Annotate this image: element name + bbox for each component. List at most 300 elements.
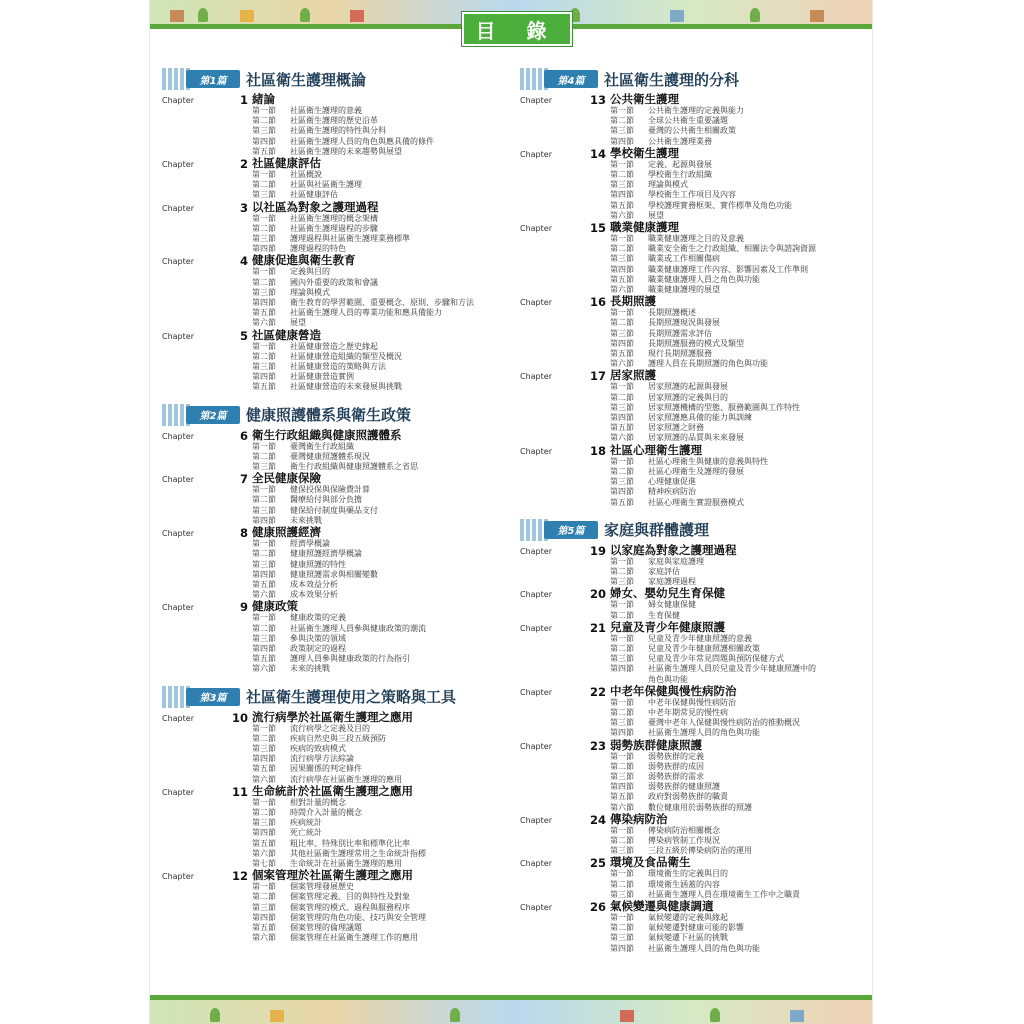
section-title: 因果關係的判定條件 <box>290 764 362 774</box>
chapter-entry <box>520 621 870 685</box>
chapter-title: 弱勢族群健康照護 <box>610 737 702 752</box>
chapter-entry <box>520 856 870 900</box>
part-title: 健康照護體系與衛生政策 <box>246 406 412 425</box>
section-entry <box>252 549 512 559</box>
section-number: 第三節 <box>252 234 276 244</box>
part-badge <box>162 404 240 426</box>
section-title: 兒童及青少年常見問題與預防保健方式 <box>648 654 784 664</box>
section-title: 個案管理的模式、過程與服務程序 <box>290 902 410 912</box>
section-entry <box>252 308 512 318</box>
section-number: 第一節 <box>610 633 634 643</box>
section-title: 健康照護經濟學概論 <box>290 549 362 559</box>
chapter-entry <box>162 329 512 393</box>
section-number: 第二節 <box>610 707 634 717</box>
section-number: 第六節 <box>252 664 276 674</box>
chapter-entry <box>520 739 870 813</box>
section-number: 第四節 <box>610 338 634 348</box>
section-number: 第二節 <box>610 318 634 328</box>
section-title: 學校衛生工作項目及內容 <box>648 190 736 200</box>
section-entry <box>252 882 512 892</box>
chapter-title: 公共衛生護理 <box>610 92 679 106</box>
section-title: 疾病自然史與三段五級預防 <box>290 733 386 743</box>
chapter-entry <box>520 685 870 739</box>
part-spacer <box>162 675 512 684</box>
section-number: 第二節 <box>610 643 634 653</box>
house-icon <box>620 1010 634 1022</box>
section-title: 社區健康營造的策略與方法 <box>290 362 386 372</box>
section-title-continued: 角色與功能 <box>648 674 688 684</box>
section-entry <box>610 498 870 508</box>
section-number: 第二節 <box>252 116 276 126</box>
section-entry <box>610 393 870 403</box>
section-number: 第三節 <box>610 933 634 943</box>
chapter-body <box>252 254 512 328</box>
chapter-number: 12 <box>232 869 249 884</box>
section-entry <box>252 570 512 580</box>
chapter-title: 健康照護經濟 <box>252 525 321 540</box>
chapter-body <box>610 221 870 295</box>
section-entry <box>610 557 870 567</box>
section-entry <box>252 137 512 147</box>
section-title: 心理健康促進 <box>648 477 696 487</box>
section-number: 第二節 <box>252 549 276 559</box>
section-title: 社區衛生護理人員參與健康政策的潮流 <box>290 623 426 633</box>
section-title: 健保投保與保險費計算 <box>290 485 370 495</box>
chapter-entry <box>520 369 870 443</box>
chapter-label: Chapter <box>520 741 552 751</box>
chapter-body <box>610 621 870 685</box>
section-number: 第四節 <box>252 515 276 525</box>
section-number: 第二節 <box>252 733 276 743</box>
part-header <box>520 68 870 90</box>
section-number: 第三節 <box>252 743 276 753</box>
part-header <box>162 68 512 90</box>
part-number: 第1篇 <box>186 70 240 88</box>
section-number: 第四節 <box>252 912 276 922</box>
section-title: 職業健康護理人員之角色與功能 <box>648 274 760 284</box>
part-title: 社區衛生護理概論 <box>246 70 367 89</box>
section-entry <box>610 792 870 802</box>
section-number: 第二節 <box>610 170 634 180</box>
chapter-label: Chapter <box>162 529 194 539</box>
section-title: 展望 <box>290 318 306 328</box>
section-entry <box>252 495 512 505</box>
chapter-title: 全民健康保險 <box>252 471 321 486</box>
section-title: 社區衛生護理的歷史沿革 <box>290 116 378 126</box>
section-title: 居家照護之財務 <box>648 423 704 433</box>
section-entry <box>610 752 870 762</box>
section-entry <box>252 485 512 495</box>
chapter-entry <box>162 526 512 600</box>
chapter-label: Chapter <box>520 298 552 308</box>
section-number: 第六節 <box>252 590 276 600</box>
chapter-number: 3 <box>239 200 248 215</box>
chapter-number: 4 <box>239 254 248 269</box>
section-entry <box>252 734 512 744</box>
chapter-title: 兒童及青少年健康照護 <box>610 619 725 634</box>
section-title: 成本效果分析 <box>290 590 338 600</box>
section-number: 第六節 <box>610 433 634 443</box>
section-title: 社區衛生護理的特性與分科 <box>290 126 386 136</box>
section-entry <box>610 944 870 954</box>
chapter-label: Chapter <box>162 431 194 441</box>
chapter-body <box>610 813 870 857</box>
section-title: 長期照護需求評估 <box>648 328 712 338</box>
section-number: 第一節 <box>610 456 634 466</box>
section-title: 中老年期常見的慢性病 <box>648 707 728 717</box>
section-entry <box>610 339 870 349</box>
section-entry <box>610 244 870 254</box>
section-entry <box>610 180 870 190</box>
part-badge <box>162 686 240 708</box>
section-title: 流行病學在社區衛生護理的應用 <box>290 774 402 784</box>
section-title: 居家照護的起源與發展 <box>648 382 728 392</box>
section-entry <box>610 477 870 487</box>
chapter-label: Chapter <box>520 546 552 556</box>
part-number: 第4篇 <box>544 70 598 88</box>
section-number: 第二節 <box>252 277 276 287</box>
section-title: 未來挑戰 <box>290 515 322 525</box>
section-title: 家庭與家庭護理 <box>648 556 704 566</box>
section-title: 疾病的致病模式 <box>290 743 346 753</box>
section-entry <box>610 487 870 497</box>
chapter-number: 21 <box>590 620 607 635</box>
section-number: 第三節 <box>610 477 634 487</box>
chapter-label: Chapter <box>162 872 194 882</box>
section-number: 第三節 <box>610 577 634 587</box>
section-entry <box>610 836 870 846</box>
chapter-title: 社區健康營造 <box>252 327 321 342</box>
section-number: 第二節 <box>610 761 634 771</box>
chapter-entry <box>520 93 870 147</box>
section-title: 兒童及青少年健康照護相關政策 <box>648 643 760 653</box>
section-entry <box>252 839 512 849</box>
section-entry <box>252 170 512 180</box>
section-entry <box>610 265 870 275</box>
section-number: 第三節 <box>252 362 276 372</box>
tree-icon <box>750 8 760 22</box>
section-title: 三段五級於傳染病防治的運用 <box>648 846 752 856</box>
section-title: 衛生行政組織與健康照護體系之省思 <box>290 462 418 472</box>
section-title: 長期照護現況與發展 <box>648 318 720 328</box>
section-number: 第三節 <box>610 402 634 412</box>
section-entry <box>252 634 512 644</box>
chapter-number: 11 <box>232 784 249 799</box>
chapter-label: Chapter <box>520 372 552 382</box>
section-title: 社區衛生護理人員的角色與應具備的條件 <box>290 136 434 146</box>
chapter-number: 9 <box>239 600 248 615</box>
section-title: 公共衛生護理的定義與能力 <box>648 106 744 115</box>
section-title: 婦女健康保健 <box>648 600 696 610</box>
section-number: 第一節 <box>252 539 276 549</box>
section-title: 職業健康護理之目的及意義 <box>648 234 744 244</box>
section-entry <box>252 298 512 308</box>
section-title: 粗比率、特殊別比率和標準化比率 <box>290 838 410 848</box>
section-number: 第一節 <box>252 441 276 451</box>
section-number: 第七節 <box>252 858 276 868</box>
section-number: 第五節 <box>610 274 634 284</box>
chapter-title: 以家庭為對象之護理過程 <box>610 542 737 557</box>
chapter-label: Chapter <box>162 603 194 613</box>
section-entry <box>252 106 512 116</box>
section-entry <box>610 234 870 244</box>
section-entry <box>252 744 512 754</box>
section-title: 政策制定的過程 <box>290 643 346 653</box>
section-title: 參與決策的領域 <box>290 633 346 643</box>
chapter-label: Chapter <box>520 815 552 825</box>
section-entry <box>252 808 512 818</box>
tree-icon <box>300 8 310 22</box>
section-title: 健康照護需求與相關變數 <box>290 569 378 579</box>
chapter-entry <box>520 295 870 369</box>
section-number: 第二節 <box>252 623 276 633</box>
chapter-body <box>252 93 512 157</box>
section-title: 個案管理的角色功能、技巧與安全管理 <box>290 912 426 922</box>
section-title: 流行病學方法綜論 <box>290 754 354 764</box>
section-title: 社區衛生護理的概念架構 <box>290 213 378 223</box>
section-title: 居家照護機構的型態、服務範圍與工作特性 <box>648 402 800 412</box>
section-number: 第一節 <box>252 613 276 623</box>
chapter-title: 衛生行政組織與健康照護體系 <box>252 427 402 442</box>
section-entry <box>252 724 512 734</box>
section-entry <box>252 654 512 664</box>
section-entry <box>252 923 512 933</box>
section-title: 國內外重要的政策和會議 <box>290 277 378 287</box>
section-number: 第二節 <box>610 835 634 845</box>
section-entry <box>252 798 512 808</box>
chapter-label: Chapter <box>520 224 552 234</box>
section-title: 社區概說 <box>290 170 322 180</box>
chapter-entry <box>162 600 512 674</box>
chapter-body <box>610 685 870 739</box>
section-title: 疾病統計 <box>290 818 322 828</box>
section-number: 第三節 <box>252 190 276 200</box>
chapter-label: Chapter <box>520 590 552 600</box>
section-title: 醫療給付與部分負擔 <box>290 495 362 505</box>
part-header <box>162 686 512 708</box>
part-title: 社區衛生護理的分科 <box>604 70 740 89</box>
section-title: 護理過程的特色 <box>290 244 346 254</box>
section-number: 第二節 <box>610 466 634 476</box>
chapter-label: Chapter <box>162 203 194 213</box>
section-title: 社區衛生護理人員的專業功能和應具備能力 <box>290 308 442 318</box>
chapter-number: 19 <box>590 543 607 558</box>
chapter-label: Chapter <box>520 859 552 869</box>
section-number: 第一節 <box>252 106 276 115</box>
section-entry <box>610 664 870 674</box>
section-title: 理論與模式 <box>290 287 330 297</box>
section-number: 第四節 <box>252 754 276 764</box>
section-title: 社區衛生護理的意義 <box>290 106 362 115</box>
chapter-number: 17 <box>590 369 607 384</box>
chapter-body <box>252 869 512 943</box>
section-title: 學校護理實務框架、實作標準及角色功能 <box>648 200 792 210</box>
section-entry <box>252 267 512 277</box>
chapter-label: Chapter <box>520 902 552 912</box>
section-title: 長期照護概述 <box>648 308 696 318</box>
section-title: 弱勢族群的成因 <box>648 761 704 771</box>
chapter-entry <box>162 201 512 255</box>
section-entry <box>610 318 870 328</box>
section-entry <box>610 933 870 943</box>
chapter-number: 24 <box>590 812 607 827</box>
section-entry <box>252 560 512 570</box>
section-title: 氣候變遷對健康可能的影響 <box>648 923 744 933</box>
section-title: 長期照護服務的模式及類型 <box>648 338 744 348</box>
section-number: 第三節 <box>252 126 276 136</box>
section-number: 第四節 <box>610 943 634 953</box>
section-entry <box>610 467 870 477</box>
section-number: 第三節 <box>610 254 634 264</box>
section-entry <box>610 126 870 136</box>
section-number: 第六節 <box>252 848 276 858</box>
section-title: 職業健康護理工作內容、影響因素及工作準則 <box>648 264 808 274</box>
section-title: 成本效益分析 <box>290 579 338 589</box>
section-entry <box>252 126 512 136</box>
section-title: 環境衛生的定義與目的 <box>648 869 728 879</box>
section-title: 學校衛生行政組織 <box>648 170 712 180</box>
section-number: 第三節 <box>610 771 634 781</box>
section-number: 第四節 <box>252 828 276 838</box>
section-entry <box>252 382 512 392</box>
chapter-label: Chapter <box>162 713 194 723</box>
section-number: 第五節 <box>252 654 276 664</box>
section-title: 傳染病管制工作現況 <box>648 835 720 845</box>
section-number: 第五節 <box>252 764 276 774</box>
section-entry <box>610 308 870 318</box>
section-entry <box>610 201 870 211</box>
chapter-number: 15 <box>590 221 607 236</box>
chapter-entry <box>162 254 512 328</box>
tree-icon <box>450 1008 460 1022</box>
chapter-entry <box>162 785 512 869</box>
section-number: 第五節 <box>610 423 634 433</box>
section-entry <box>252 754 512 764</box>
section-title: 臺灣衛生行政組織 <box>290 441 354 451</box>
section-title: 健康照護的特性 <box>290 559 346 569</box>
section-number: 第五節 <box>252 838 276 848</box>
chapter-body <box>252 429 512 473</box>
section-entry <box>252 180 512 190</box>
section-title: 社區衛生護理人員的角色與功能 <box>648 943 760 953</box>
section-title: 理論與模式 <box>648 180 688 190</box>
section-number: 第一節 <box>610 382 634 392</box>
chapter-body <box>610 444 870 508</box>
section-title: 全球公共衛生重要議題 <box>648 116 728 126</box>
section-title: 傳染病防治相關概念 <box>648 825 720 835</box>
section-title: 個案管理發展歷史 <box>290 882 354 892</box>
section-number: 第二節 <box>610 116 634 126</box>
chapter-number: 16 <box>590 295 607 310</box>
section-entry <box>252 613 512 623</box>
section-title: 弱勢族群的定義 <box>648 751 704 761</box>
section-number: 第二節 <box>252 892 276 902</box>
section-entry <box>252 342 512 352</box>
section-title: 個案管理定義、目的與特性及對象 <box>290 892 410 902</box>
section-entry <box>610 329 870 339</box>
section-entry <box>610 106 870 116</box>
section-number: 第五節 <box>252 922 276 932</box>
section-number: 第六節 <box>252 318 276 328</box>
chapter-title: 健康促進與衛生教育 <box>252 253 356 268</box>
section-number: 第四節 <box>252 298 276 308</box>
section-number: 第一節 <box>610 234 634 244</box>
section-title: 社區與社區衛生護理 <box>290 180 362 190</box>
section-entry <box>252 818 512 828</box>
chapter-label: Chapter <box>162 96 194 105</box>
section-number: 第四節 <box>610 136 634 146</box>
chapter-title: 職業健康護理 <box>610 220 679 235</box>
chapter-number: 6 <box>239 428 248 443</box>
section-number: 第二節 <box>252 495 276 505</box>
chapter-title: 婦女、嬰幼兒生育保健 <box>610 586 725 601</box>
section-entry <box>610 762 870 772</box>
section-number: 第一節 <box>610 912 634 922</box>
house-icon <box>350 10 364 22</box>
chapter-title: 學校衛生護理 <box>610 145 679 160</box>
chapter-label: Chapter <box>520 687 552 697</box>
section-entry <box>252 892 512 902</box>
section-number: 第三節 <box>610 654 634 664</box>
section-entry <box>252 442 512 452</box>
section-number: 第六節 <box>252 933 276 943</box>
section-entry <box>252 828 512 838</box>
chapter-body <box>610 856 870 900</box>
section-entry <box>610 698 870 708</box>
section-title: 健保給付制度與藥品支付 <box>290 505 378 515</box>
section-entry <box>252 372 512 382</box>
section-title: 職業安全衛生之行政組織、相關法令與諮詢資源 <box>648 244 816 254</box>
section-number: 第一節 <box>252 797 276 807</box>
section-number: 第三節 <box>252 462 276 472</box>
section-title: 生命統計在社區衛生護理的應用 <box>290 858 402 868</box>
section-entry <box>610 880 870 890</box>
section-title: 時間介入計量的概念 <box>290 807 362 817</box>
house-icon <box>270 1010 284 1022</box>
section-title: 中老年保健與慢性病防治 <box>648 697 736 707</box>
chapter-title: 中老年保健與慢性病防治 <box>610 683 737 698</box>
chapter-number: 10 <box>232 710 249 725</box>
chapter-label: Chapter <box>162 160 194 170</box>
section-number: 第一節 <box>610 308 634 318</box>
tree-icon <box>210 1008 220 1022</box>
part-title: 社區衛生護理使用之策略與工具 <box>246 688 457 707</box>
section-number: 第六節 <box>610 285 634 295</box>
section-title: 政府對弱勢族群的職責 <box>648 792 728 802</box>
section-title: 展望 <box>648 210 664 220</box>
part-spacer <box>520 508 870 517</box>
section-number: 第三節 <box>252 505 276 515</box>
section-title: 護理人員在長期照護的角色與功能 <box>648 359 768 369</box>
section-number: 第三節 <box>252 559 276 569</box>
section-number: 第二節 <box>610 610 634 620</box>
section-title: 相對計量的概念 <box>290 797 346 807</box>
section-title: 弱勢族群的健康照護 <box>648 782 720 792</box>
section-title: 居家照護應具備的能力與訓練 <box>648 413 752 423</box>
chapter-number: 14 <box>590 146 607 161</box>
section-title: 社區健康評估 <box>290 190 338 200</box>
chapter-number: 13 <box>590 93 607 107</box>
section-number: 第三節 <box>610 846 634 856</box>
section-entry <box>610 718 870 728</box>
section-entry <box>252 288 512 298</box>
section-entry <box>610 403 870 413</box>
chapter-title: 居家照護 <box>610 368 656 383</box>
section-number: 第一節 <box>610 697 634 707</box>
chapter-label: Chapter <box>162 331 194 341</box>
chapter-number: 5 <box>239 328 248 343</box>
chapter-label: Chapter <box>520 623 552 633</box>
